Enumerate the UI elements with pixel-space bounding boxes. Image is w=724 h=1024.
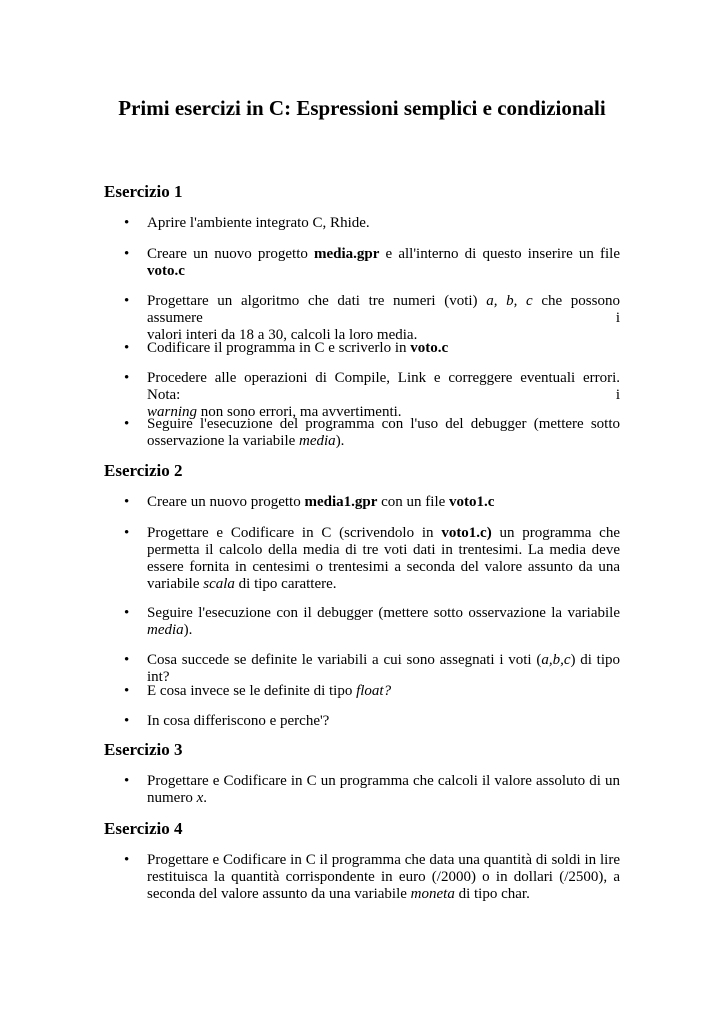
bullet-icon: • [124,525,130,541]
bullet-icon: • [124,340,130,356]
heading-esercizio-1: Esercizio 1 [104,182,183,201]
bullet-icon: • [124,246,130,262]
bullet-icon: • [124,683,130,699]
heading-esercizio-4: Esercizio 4 [104,819,183,838]
bullet-icon: • [124,605,130,621]
page-title: Primi esercizi in C: Espressioni semplici e condizionali [118,96,606,120]
bullet-icon: • [124,652,130,668]
bullet-icon: • [124,494,130,510]
document-page: Primi esercizi in C: Espressioni semplici e condizionali Esercizio 1 • Aprire l'ambiente integrato C, Rhide. • Creare un nuovo progetto media.gpr e all'interno di questo inserire un file voto.c • Progettare un algoritmo che dati tre numeri (voti) a, b, c che possono assumere i valori interi da 18 a 30, calcoli la loro media. • Codificare il programma in C e scriverlo in voto.c • Procedere alle operazioni di Compile, Link e correggere eventuali errori. Nota: i warning non sono errori, ma avvertimenti. • Seguire l'esecuzione del programma con l'uso del debugger (mettere sotto osservazione la variabile media). Esercizio 2 • Creare un nuovo progetto media1.gpr con un file voto1.c • Progettare e Codificare in C (scrivendolo in voto1.c) un programma che permetta il calcolo della media di tre voti dati in trentesimi. La media deve essere fornita in centesimi o trentesimi a seconda del valore assunto da una variabile scala di tipo carattere. • Seguire l'esecuzione con il debugger (mettere sotto osservazione la variabile media). • Cosa succede se definite le variabili a cui sono assegnati i voti (a,b,c) di tipo int? • E cosa invece se le definite di tipo float? • In cosa differiscono e perche'? Esercizio 3 • Progettare e Codificare in C un programma che calcoli il valore assoluto di un numero x. Esercizio 4 • Progettare e Codificare in C il programma che data una quantità di soldi in lire restituisca la quantità corrispondente in euro (/2000) o in dollari (/2500), a seconda del valore assunto da una variabile moneta di tipo char. [0,0,724,1024]
heading-esercizio-2: Esercizio 2 [104,461,183,480]
bullet-icon: • [124,416,130,432]
bullet-icon: • [124,773,130,789]
bullet-icon: • [124,370,130,386]
bullet-icon: • [124,713,130,729]
bullet-icon: • [124,852,130,868]
heading-esercizio-3: Esercizio 3 [104,740,183,759]
bullet-icon: • [124,293,130,309]
bullet-icon: • [124,215,130,231]
